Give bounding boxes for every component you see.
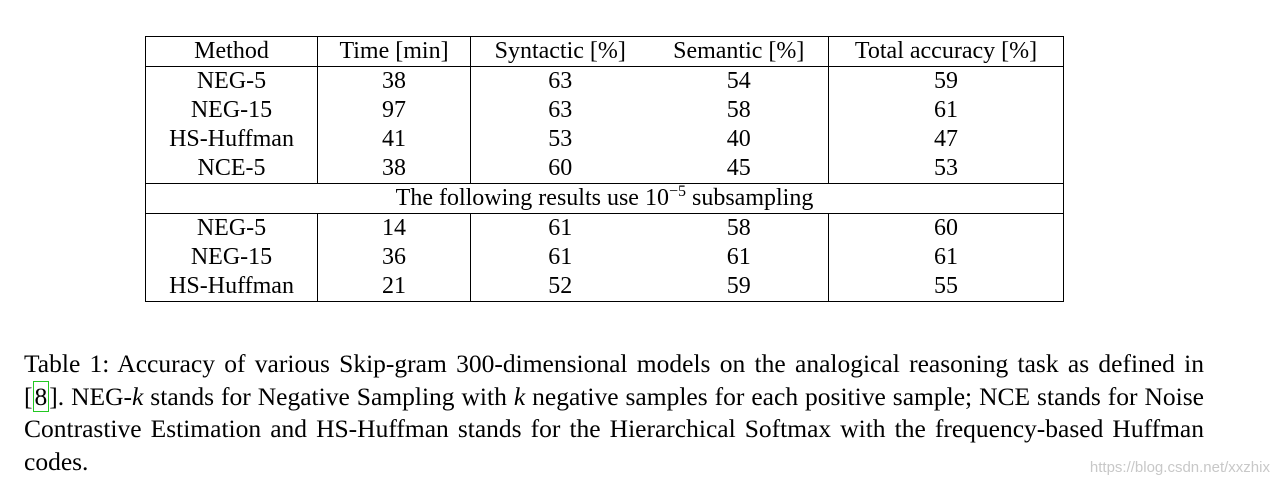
cell-total: 60 [934,215,958,241]
cell-syntactic: 60 [548,155,573,181]
table-row [146,243,1064,272]
cell-semantic: 54 [650,67,829,97]
cell-total: 55 [934,273,958,299]
header-method: Method [146,37,318,67]
cell-syntactic: 63 [548,97,573,123]
cell-syntactic: 52 [548,273,573,299]
table-caption [24,348,1204,478]
cell-time: 41 [318,125,471,154]
cell-method: NEG-5 [146,214,318,244]
results-table [145,36,1064,302]
cell-semantic: 40 [650,125,829,154]
subsampling-note [146,184,1064,214]
cell-total: 53 [934,155,958,181]
cell-syntactic: 53 [548,126,573,152]
cell-method: HS-Huffman [146,272,318,302]
cell-method: NEG-5 [146,67,318,97]
caption-variable-k: k [132,381,144,411]
cell-time: 38 [318,67,471,97]
cell-time: 38 [318,154,471,184]
cell-total-best: 61 [934,97,958,123]
cell-semantic: 58 [650,96,829,125]
table-row [146,272,1064,302]
cell-time: 36 [318,243,471,272]
cell-syntactic: 61 [548,244,573,270]
table-header-row [146,37,1064,67]
header-time: Time [min] [318,37,471,67]
cell-method: NEG-15 [146,96,318,125]
header-syntactic: Syntactic [%] [471,37,650,67]
cell-method: HS-Huffman [146,125,318,154]
cell-time: 14 [318,214,471,244]
header-total-accuracy: Total accuracy [%] [829,37,1064,67]
watermark: https://blog.csdn.net/xxzhix [1089,459,1270,476]
caption-text: stands for Negative Sampling with [143,381,514,411]
cell-syntactic: 61 [548,215,573,241]
cell-method: NCE-5 [146,154,318,184]
cell-syntactic: 63 [548,68,573,94]
cell-time: 97 [318,96,471,125]
cell-semantic: 45 [650,154,829,184]
cell-semantic: 59 [650,272,829,302]
cell-semantic: 61 [650,243,829,272]
citation-link[interactable]: 8 [34,381,48,411]
cell-time: 21 [318,272,471,302]
caption-text: negative samples for each positive sample; NCE stands for Noise Contrastive Estimation and HS-Huffman stands for the Hierarchical Softmax with the frequency-based Huffman codes. [24,381,1204,476]
cell-total-best: 61 [934,244,958,270]
table-row [146,96,1064,125]
table-row [146,67,1064,97]
caption-label: Table 1: [24,349,110,378]
caption-text: ]. NEG- [49,381,132,411]
table-row [146,154,1064,184]
subsampling-note-prefix: The following results use 10 [395,185,669,211]
caption-variable-k: k [513,381,526,411]
header-semantic: Semantic [%] [650,37,829,67]
subsampling-note-suffix: subsampling [691,185,814,211]
cell-semantic: 58 [650,214,829,244]
subsampling-exponent: −5 [668,183,686,200]
subsampling-separator-row [146,184,1064,214]
cell-method: NEG-15 [146,243,318,272]
cell-total: 59 [934,68,958,94]
cell-total: 47 [934,126,958,152]
table-row [146,214,1064,244]
table-row [146,125,1064,154]
caption-text: Accuracy of various Skip-gram 300-dimensional models on the analogical reasoning task as defined in [ [24,349,1205,411]
